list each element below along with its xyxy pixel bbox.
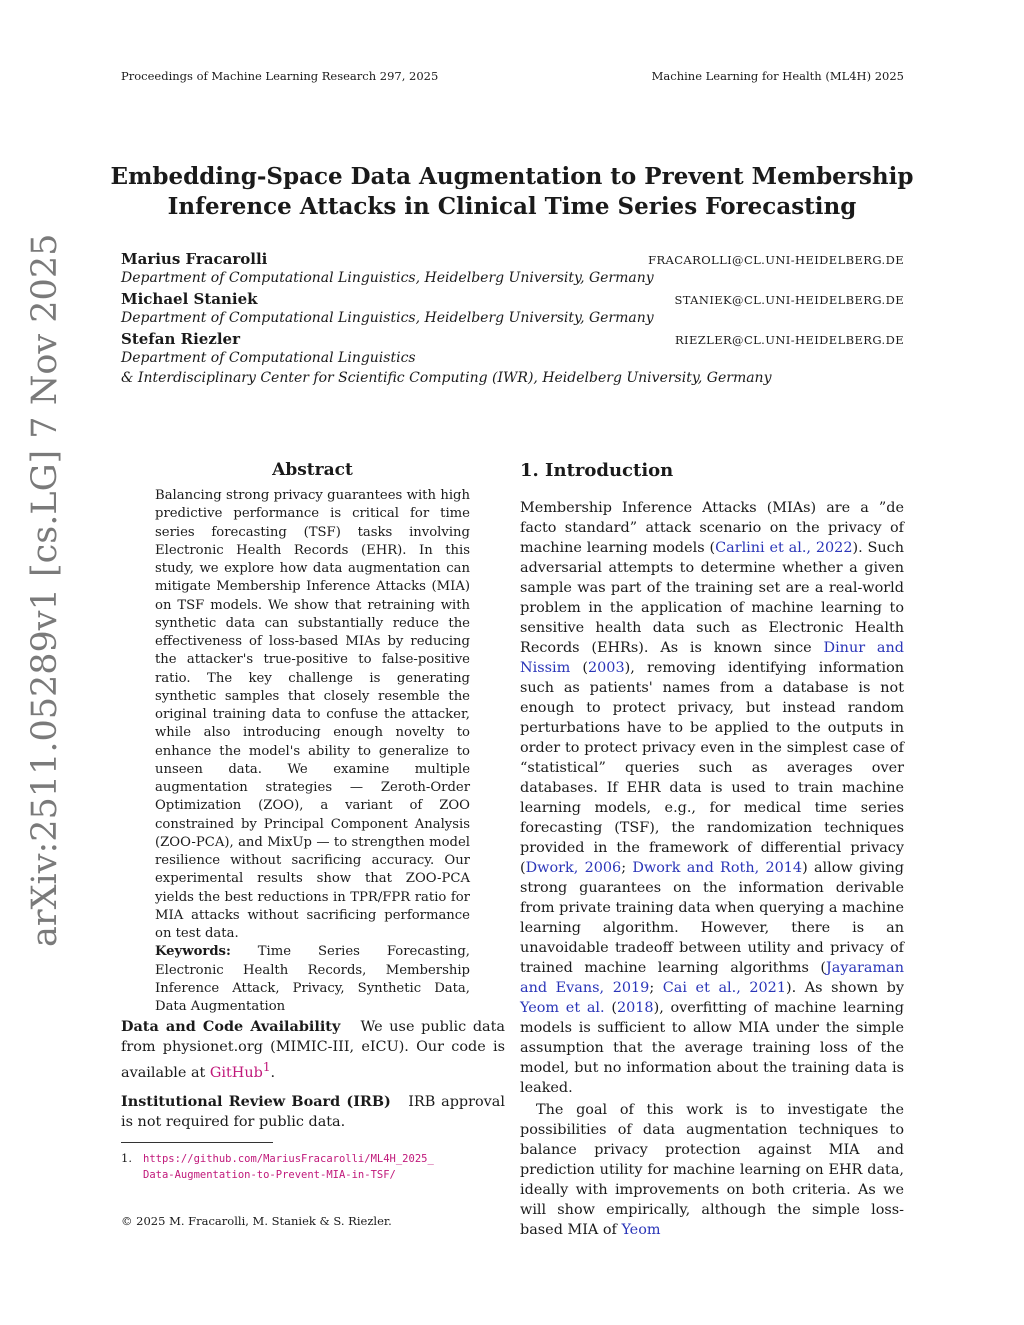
data-code-end: . xyxy=(270,1064,276,1081)
github-link[interactable]: GitHub xyxy=(209,1064,263,1081)
copyright-notice: © 2025 M. Fracarolli, M. Staniek & S. Riezler. xyxy=(121,1214,392,1228)
running-header-right: Machine Learning for Health (ML4H) 2025 xyxy=(651,69,904,83)
author-email-2[interactable]: STANIEK@CL.UNI-HEIDELBERG.DE xyxy=(674,293,904,307)
author-email-1[interactable]: FRACAROLLI@CL.UNI-HEIDELBERG.DE xyxy=(648,253,904,267)
author-name-1: Marius Fracarolli xyxy=(121,250,268,268)
arxiv-watermark: arXiv:2511.05289v1 [cs.LG] 7 Nov 2025 xyxy=(25,233,65,947)
intro-text: ), removing identifying information such as patients' names from a database is not enough to protect privacy, but instead random perturbations have to be applied to the outputs in order to protect privacy even in the simplest case of “statistical” queries such as averages over databases. If EHR data is used to train machine learning models, e.g., for medical time series forecasting (TSF), the randomization techniques provided in the framework of differential privacy ( xyxy=(520,660,904,876)
citation-link[interactable]: Carlini et al., 2022 xyxy=(715,540,853,556)
citation-link[interactable]: 2003 xyxy=(588,660,625,676)
citation-link[interactable]: Dwork, 2006 xyxy=(525,860,622,876)
footnote-mark[interactable]: 1 xyxy=(262,1060,271,1074)
irb-text: IRB approval is not required for public data. xyxy=(121,1094,505,1130)
intro-text: ). As shown by xyxy=(786,980,904,996)
author-affiliation-2: Department of Computational Linguistics, Heidelberg University, Germany xyxy=(121,310,654,326)
intro-text: The goal of this work is to investigate the possibilities of data augmentation techniques to balance privacy protection against MIA and prediction utility for machine learning on EHR data, ideally with improvements on both criteria. As we will show empirically, although the simple loss-based MIA of xyxy=(520,1102,904,1238)
data-code-title: Data and Code Availability xyxy=(121,1018,341,1035)
intro-text: Membership Inference Attacks (MIAs) are a ”de facto standard” attack scenario on the privacy of machine learning models ( xyxy=(520,500,904,556)
abstract-text: Balancing strong privacy guarantees with high predictive performance is critical for time series forecasting (TSF) tasks involving Electronic Health Records (EHR). In this study, we explore how data augmentation can mitigate Membership Inference Attacks (MIA) on TSF models. We show that retraining with synthetic data can substantially reduce the effectiveness of loss-based MIAs by reducing the attacker's true-positive to false-positive ratio. The key challenge is generating synthetic samples that closely resemble the original training data to confuse the attacker, while also introducing enough novelty to enhance the model's ability to generalize to unseen data. We examine multiple augmentation strategies — Zeroth-Order Optimization (ZOO), a variant of ZOO constrained by Principal Component Analysis (ZOO-PCA), and MixUp — to strengthen model resilience without sacrificing accuracy. Our experimental results show that ZOO-PCA yields the best reductions in TPR/FPR ratio for MIA attacks without sacrificing performance on test data. xyxy=(155,488,470,941)
citation-link[interactable]: Cai et al., 2021 xyxy=(662,980,786,996)
intro-text: ) allow giving strong guarantees on the information derivable from private training data when querying a machine learning algorithm. However, there is an unavoidable tradeoff between utility and privacy of trained machine learning algorithms ( xyxy=(520,860,904,976)
keywords-text: Time Series Forecasting, Electronic Health Records, Membership Inference Attack, Privacy, Synthetic Data, Data Augmentation xyxy=(155,944,470,1014)
data-code-availability xyxy=(121,1017,505,1083)
author-name-2: Michael Staniek xyxy=(121,290,258,308)
intro-paragraph-1: Membership Inference Attacks (MIAs) are a ”de facto standard” attack scenario on the privacy of machine learning models (Carlini et al., 2022). Such adversarial attempts to determine whether a given sample was part of the training set are a real-world problem in the application of machine learning to sensitive health data such as Electronic Health Records (EHRs). As is known since Dinur and Nissim (2003), removing identifying information such as patients' names from a database is not enough to protect privacy, but instead random perturbations have to be applied to the outputs in order to protect privacy even in the simplest case of “statistical” queries such as averages over databases. If EHR data is used to train machine learning models, e.g., for medical time series forecasting (TSF), the randomization techniques provided in the framework of differential privacy (Dwork, 2006; Dwork and Roth, 2014) allow giving strong guarantees on the information derivable from private training data when querying a machine learning algorithm. However, there is an unavoidable tradeoff between utility and privacy of trained machine learning algorithms (Jayaraman and Evans, 2019; Cai et al., 2021). As shown by Yeom et al. (2018), overfitting of machine learning models is sufficient to allow MIA under the simple assumption that the average training loss of the model, but no information about the training data is leaked. xyxy=(520,500,905,1096)
paper-title xyxy=(100,162,924,222)
citation-link[interactable]: Dwork and Roth, 2014 xyxy=(632,860,803,876)
footnote xyxy=(121,1150,505,1183)
introduction-body xyxy=(520,498,904,1240)
intro-text: ). Such adversarial attempts to determine whether a given sample was part of the training set are a real-world problem in the application of machine learning to sensitive health data such as Electronic Health Records (EHRs). As is known since xyxy=(520,540,905,656)
author-affiliation-3b: & Interdisciplinary Center for Scientific Computing (IWR), Heidelberg University, Germany xyxy=(121,370,772,386)
citation-link[interactable]: Jayaraman and Evans, 2019 xyxy=(520,960,904,996)
author-affiliation-1: Department of Computational Linguistics, Heidelberg University, Germany xyxy=(121,270,654,286)
abstract-heading: Abstract xyxy=(272,460,353,480)
running-header-left: Proceedings of Machine Learning Research 297, 2025 xyxy=(121,69,439,83)
title-line-2: Inference Attacks in Clinical Time Series Forecasting xyxy=(167,193,857,220)
citation-link[interactable]: Dinur and Nissim xyxy=(520,640,904,676)
author-name-3: Stefan Riezler xyxy=(121,330,240,348)
author-affiliation-3: Department of Computational Linguistics xyxy=(121,350,416,366)
citation-link[interactable]: Yeom xyxy=(621,1222,661,1238)
footnote-url-line-1[interactable]: https://github.com/MariusFracarolli/ML4H_2025_ xyxy=(143,1153,434,1165)
irb-statement xyxy=(121,1092,505,1132)
citation-link[interactable]: 2018 xyxy=(616,1000,654,1016)
keywords-label: Keywords: xyxy=(155,944,231,960)
irb-title: Institutional Review Board (IRB) xyxy=(121,1093,391,1110)
abstract-body xyxy=(155,487,470,1016)
footnote-url-line-2[interactable]: Data-Augmentation-to-Prevent-MIA-in-TSF/ xyxy=(143,1169,396,1181)
author-email-3[interactable]: RIEZLER@CL.UNI-HEIDELBERG.DE xyxy=(674,333,904,347)
intro-paragraph-2 xyxy=(520,1100,904,1240)
section-heading-introduction: 1. Introduction xyxy=(520,460,674,481)
footnote-rule xyxy=(121,1142,273,1143)
intro-text: ), overfitting of machine learning models is sufficient to allow MIA under the simple assumption that the average training loss of the model, but no information about the training data is leaked. xyxy=(520,1000,905,1096)
footnote-number: 1. xyxy=(121,1151,132,1165)
citation-link[interactable]: Yeom et al. xyxy=(520,1000,605,1016)
title-line-1: Embedding-Space Data Augmentation to Prevent Membership xyxy=(110,163,914,190)
data-code-text: We use public data from physionet.org (MIMIC-III, eICU). Our code is available at xyxy=(121,1019,505,1081)
